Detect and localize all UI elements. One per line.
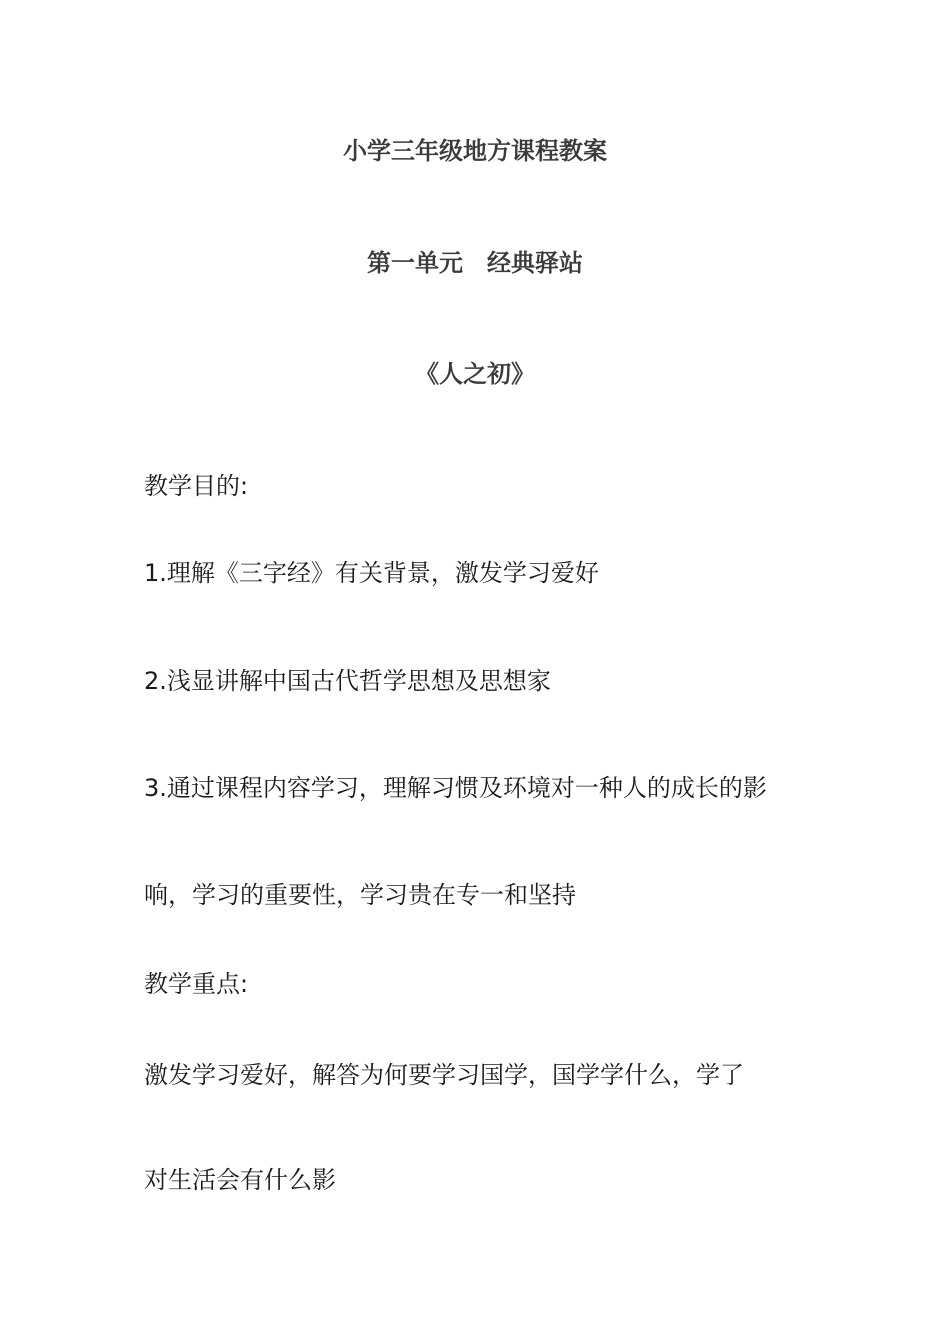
objective-item-3-line-1: 3.通过课程内容学习，理解习惯及环境对一种人的成长的影: [144, 774, 767, 802]
keypoints-heading: 教学重点:: [144, 970, 249, 998]
unit-heading: 第一单元 经典驿站: [367, 249, 583, 277]
objective-item-1: 1.理解《三字经》有关背景，激发学习爱好: [144, 559, 599, 587]
lesson-title: 《人之初》: [415, 360, 535, 388]
objectives-heading: 教学目的:: [144, 472, 249, 500]
document-title: 小学三年级地方课程教案: [343, 137, 607, 165]
keypoint-line-1: 激发学习爱好，解答为何要学习国学，国学学什么，学了: [144, 1061, 744, 1089]
objective-item-3-line-2: 响，学习的重要性，学习贵在专一和坚持: [144, 881, 576, 909]
objective-item-2: 2.浅显讲解中国古代哲学思想及思想家: [144, 667, 551, 695]
keypoint-line-2: 对生活会有什么影: [144, 1166, 336, 1194]
